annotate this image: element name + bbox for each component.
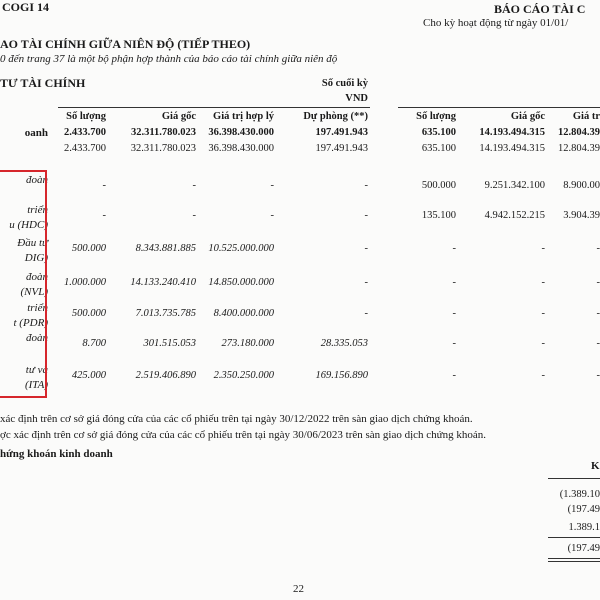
subsection-title: TƯ TÀI CHÍNH (0, 76, 86, 90)
row-label: . (45, 347, 48, 359)
data-cell: 169.156.890 (315, 370, 368, 381)
data-cell: 8.343.881.885 (135, 243, 196, 254)
total-cell: 36.398.430.000 (208, 127, 274, 138)
data-cell: 14.850.000.000 (208, 277, 274, 288)
data-cell: 500.000 (421, 180, 456, 191)
total-cell: 2.433.700 (64, 127, 106, 138)
provision-value-3: 1.389.1 (568, 522, 600, 533)
provision-rule-top (548, 478, 600, 479)
row-label: . (45, 189, 48, 201)
data-cell: - (541, 243, 545, 254)
row-label: đoàn (26, 332, 48, 344)
data-cell: 8.400.000.000 (213, 308, 274, 319)
currency-header: VND (345, 93, 368, 104)
column-header: Giá tr (572, 111, 600, 122)
note-2: ợc xác định trên cơ sở giá đóng cửa của các cổ phiếu trên tại ngày 30/06/2023 trên sàn giao dịch chứng khoán. (0, 429, 487, 441)
data-cell: - (102, 210, 106, 221)
page-number: 22 (293, 583, 304, 595)
data-cell: 273.180.000 (221, 338, 274, 349)
data-cell: 135.100 (421, 210, 456, 221)
row-label: triển (27, 204, 48, 216)
row-label: (ITA) (24, 379, 48, 391)
data-cell: 8.700 (82, 338, 106, 349)
column-header: Số lượng (416, 111, 456, 122)
total-cell: 635.100 (421, 127, 456, 138)
row-label: đoàn (26, 271, 48, 283)
provision-value-4: (197.49 (567, 543, 600, 554)
subtotal-cell: 12.804.39 (558, 143, 600, 154)
group-header: Số cuối kỳ (321, 78, 368, 89)
data-cell: - (192, 180, 196, 191)
data-cell: - (364, 210, 368, 221)
data-cell: 9.251.342.100 (484, 180, 545, 191)
data-cell: - (541, 370, 545, 381)
subtotal-cell: 635.100 (421, 143, 456, 154)
company-code: COGI 14 (2, 0, 50, 14)
data-cell: - (596, 277, 600, 288)
section-title: AO TÀI CHÍNH GIỮA NIÊN ĐỘ (TIẾP THEO) (0, 37, 251, 51)
row-label: u (HDC) (9, 219, 48, 231)
data-cell: 301.515.053 (143, 338, 196, 349)
data-cell: - (541, 338, 545, 349)
row-label: DIG) (24, 252, 48, 264)
data-cell: - (596, 338, 600, 349)
section-subtitle: 0 đến trang 37 là một bộ phận hợp thành của báo cáo tài chính giữa niên độ (0, 53, 338, 65)
column-header: Giá gốc (510, 111, 545, 122)
header-rule-left (58, 107, 370, 108)
data-cell: - (541, 308, 545, 319)
column-header: Giá gốc (161, 111, 196, 122)
data-cell: - (452, 338, 456, 349)
column-header: Giá trị hợp lý (213, 111, 274, 122)
provision-heading: hứng khoán kinh doanh (0, 448, 113, 460)
total-cell: 12.804.39 (558, 127, 600, 138)
row-label: t (PDR) (13, 317, 48, 329)
data-cell: 7.013.735.785 (135, 308, 196, 319)
row-label: Đầu tư (17, 237, 48, 249)
note-1: xác định trên cơ sở giá đóng cửa của các cổ phiếu trên tại ngày 30/12/2022 trên sàn giao dịch chứng khoán. (0, 413, 473, 425)
data-cell: 14.133.240.410 (130, 277, 196, 288)
data-cell: 10.525.000.000 (208, 243, 274, 254)
data-cell: - (596, 308, 600, 319)
data-cell: - (452, 277, 456, 288)
provision-value-2: (197.49 (567, 504, 600, 515)
data-cell: 28.335.053 (320, 338, 368, 349)
data-cell: 4.942.152.215 (484, 210, 545, 221)
data-cell: - (452, 370, 456, 381)
column-header: Số lượng (66, 111, 106, 122)
subtotal-cell: 2.433.700 (64, 143, 106, 154)
provision-rule-bottom-1 (548, 558, 600, 559)
total-row-label: oanh (24, 127, 48, 139)
data-cell: 8.900.00 (563, 180, 600, 191)
data-cell: - (596, 243, 600, 254)
provision-col-header: K (591, 460, 600, 472)
provision-rule-bottom-2 (548, 561, 600, 562)
highlight-box (0, 170, 47, 398)
data-cell: - (364, 308, 368, 319)
total-cell: 197.491.943 (315, 127, 368, 138)
row-label: đoàn (26, 174, 48, 186)
total-cell: 14.193.494.315 (479, 127, 545, 138)
subtotal-cell: 14.193.494.315 (479, 143, 545, 154)
provision-rule-mid (548, 537, 600, 538)
data-cell: 425.000 (71, 370, 106, 381)
subtotal-cell: 197.491.943 (315, 143, 368, 154)
data-cell: - (596, 370, 600, 381)
data-cell: - (102, 180, 106, 191)
row-label: triển (27, 302, 48, 314)
data-cell: 1.000.000 (64, 277, 106, 288)
data-cell: - (452, 308, 456, 319)
data-cell: - (541, 277, 545, 288)
header-rule-right (398, 107, 600, 108)
data-cell: - (270, 210, 274, 221)
data-cell: - (270, 180, 274, 191)
data-cell: 500.000 (71, 308, 106, 319)
data-cell: 500.000 (71, 243, 106, 254)
data-cell: 2.350.250.000 (213, 370, 274, 381)
data-cell: 3.904.39 (563, 210, 600, 221)
data-cell: - (452, 243, 456, 254)
row-label: tư và (25, 364, 48, 376)
period-note: Cho kỳ hoạt động từ ngày 01/01/ (423, 17, 569, 29)
row-label: (NVL) (20, 286, 48, 298)
provision-value-1: (1.389.10 (559, 489, 600, 500)
data-cell: - (364, 180, 368, 191)
total-cell: 32.311.780.023 (130, 127, 196, 138)
subtotal-cell: 32.311.780.023 (130, 143, 196, 154)
subtotal-cell: 36.398.430.000 (208, 143, 274, 154)
data-cell: - (364, 243, 368, 254)
data-cell: - (364, 277, 368, 288)
data-cell: - (192, 210, 196, 221)
report-title: BÁO CÁO TÀI C (494, 2, 586, 16)
data-cell: 2.519.406.890 (135, 370, 196, 381)
column-header: Dự phòng (**) (303, 111, 368, 122)
